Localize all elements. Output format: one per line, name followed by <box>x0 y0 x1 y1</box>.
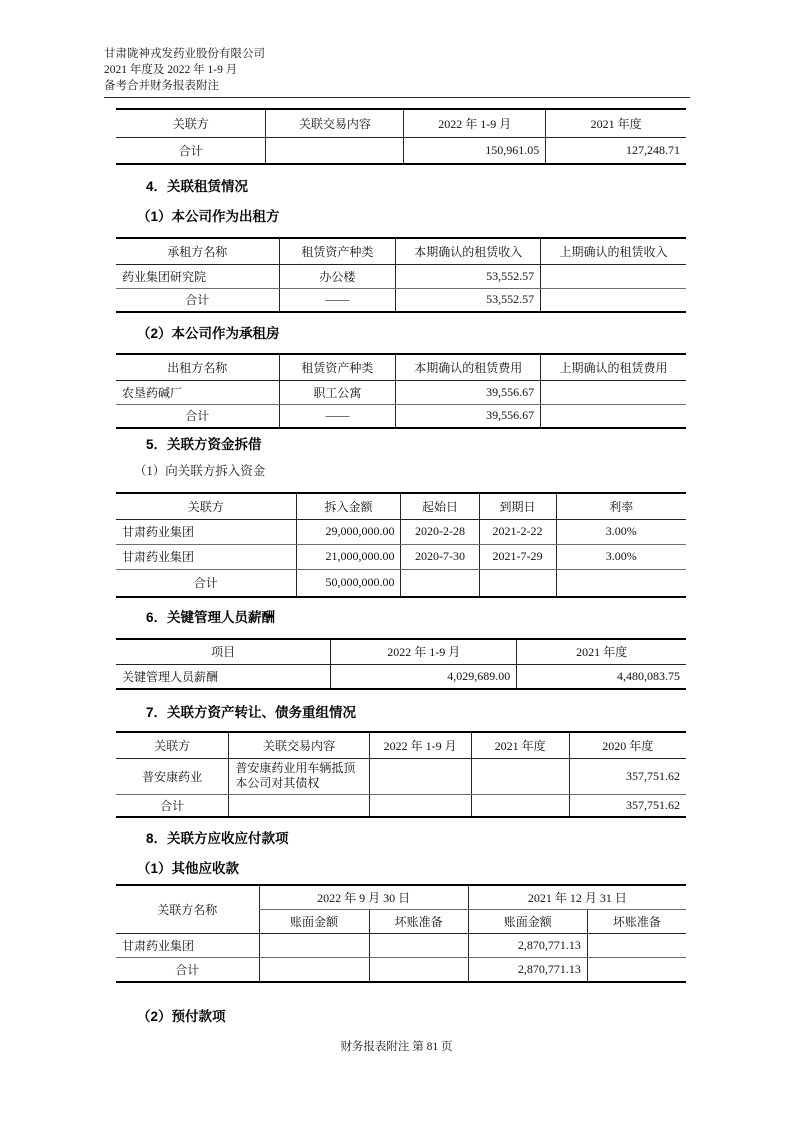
data-cell: —— <box>279 288 396 312</box>
data-cell: 357,751.62 <box>569 758 686 794</box>
data-cell: 甘肃药业集团 <box>116 933 259 957</box>
data-cell: 办公楼 <box>279 264 396 288</box>
data-cell: 职工公寓 <box>279 380 396 404</box>
related-party-transaction-total-table <box>116 108 686 165</box>
header-cell: 承租方名称 <box>116 238 279 264</box>
section-8-1-heading: （1）其他应收款 <box>137 861 240 876</box>
page-footer: 财务报表附注 第 81 页 <box>340 1041 453 1053</box>
data-cell: 357,751.62 <box>569 794 686 817</box>
header-cell: 上期确认的租赁收入 <box>541 238 686 264</box>
company-name: 甘肃陇神戎发药业股份有限公司 <box>104 48 265 60</box>
data-cell: 2021-2-22 <box>479 519 556 544</box>
section-5-heading: 5．关联方资金拆借 <box>146 437 262 452</box>
data-cell: 127,248.71 <box>546 137 686 164</box>
header-cell: 项目 <box>116 639 331 664</box>
header-cell: 2022 年 1-9 月 <box>369 732 471 758</box>
header-cell: 关联方 <box>116 109 266 137</box>
asset-transfer-table <box>116 731 686 818</box>
header-cell: 关联方名称 <box>116 885 259 933</box>
data-cell: 21,000,000.00 <box>296 544 401 569</box>
header-cell: 2021 年度 <box>517 639 686 664</box>
header-cell: 利率 <box>556 493 686 519</box>
data-cell: 合计 <box>116 957 259 982</box>
header-cell: 2020 年度 <box>569 732 686 758</box>
data-cell: 农垦药碱厂 <box>116 380 279 404</box>
header-cell: 2022 年 1-9 月 <box>331 639 517 664</box>
data-cell: 合计 <box>116 404 279 428</box>
data-cell <box>369 794 471 817</box>
data-cell <box>541 404 686 428</box>
header-cell: 关联交易内容 <box>266 109 404 137</box>
data-cell <box>541 264 686 288</box>
report-period: 2021 年度及 2022 年 1-9 月 <box>104 64 238 76</box>
data-cell: 甘肃药业集团 <box>116 544 296 569</box>
data-cell: 39,556.67 <box>396 380 541 404</box>
data-cell: 普安康药业用车辆抵顶本公司对其债权 <box>229 758 369 794</box>
section-4-heading: 4．关联租赁情况 <box>146 179 249 194</box>
header-cell: 关联交易内容 <box>229 732 369 758</box>
data-cell: —— <box>279 404 396 428</box>
data-cell <box>259 957 369 982</box>
data-cell: 关键管理人员薪酬 <box>116 664 331 689</box>
header-cell: 到期日 <box>479 493 556 519</box>
header-cell: 本期确认的租赁费用 <box>396 354 541 380</box>
report-title: 备考合并财务报表附注 <box>104 80 219 92</box>
data-cell: 合计 <box>116 569 296 597</box>
header-cell: 关联方 <box>116 493 296 519</box>
data-cell <box>471 794 569 817</box>
data-cell <box>369 933 468 957</box>
header-cell: 账面金额 <box>259 909 369 933</box>
header-cell: 账面金额 <box>468 909 587 933</box>
section-4-1-heading: （1）本公司作为出租方 <box>137 209 280 224</box>
data-cell: 2,870,771.13 <box>468 933 587 957</box>
data-cell: 2020-2-28 <box>401 519 479 544</box>
data-cell: 2021-7-29 <box>479 544 556 569</box>
section-7-heading: 7．关联方资产转让、债务重组情况 <box>146 705 357 720</box>
header-cell: 本期确认的租赁收入 <box>396 238 541 264</box>
data-cell <box>229 794 369 817</box>
data-cell <box>541 288 686 312</box>
data-cell: 3.00% <box>556 519 686 544</box>
data-cell <box>541 380 686 404</box>
data-cell: 50,000,000.00 <box>296 569 401 597</box>
header-cell: 2022 年 1-9 月 <box>404 109 546 137</box>
data-cell: 4,029,689.00 <box>331 664 517 689</box>
data-cell: 53,552.57 <box>396 288 541 312</box>
data-cell: 普安康药业 <box>116 758 229 794</box>
data-cell <box>479 569 556 597</box>
header-cell: 拆入金额 <box>296 493 401 519</box>
data-cell: 150,961.05 <box>404 137 546 164</box>
data-cell <box>587 957 686 982</box>
data-cell: 合计 <box>116 794 229 817</box>
header-cell: 关联方 <box>116 732 229 758</box>
data-cell: 3.00% <box>556 544 686 569</box>
data-cell: 合计 <box>116 288 279 312</box>
section-8-heading: 8．关联方应收应付款项 <box>146 831 289 846</box>
data-cell <box>266 137 404 164</box>
header-cell: 租赁资产种类 <box>279 354 396 380</box>
lease-in-table <box>116 353 686 429</box>
data-cell <box>471 758 569 794</box>
data-cell: 53,552.57 <box>396 264 541 288</box>
data-cell: 药业集团研究院 <box>116 264 279 288</box>
header-cell: 2021 年度 <box>546 109 686 137</box>
page-content <box>104 46 690 1025</box>
data-cell <box>587 933 686 957</box>
data-cell <box>556 569 686 597</box>
section-8-2-heading: （2）预付款项 <box>137 1009 226 1024</box>
header-cell: 出租方名称 <box>116 354 279 380</box>
data-cell: 2020-7-30 <box>401 544 479 569</box>
section-4-2-heading: （2）本公司作为承租房 <box>137 326 280 341</box>
header-cell: 坏账准备 <box>587 909 686 933</box>
header-cell: 上期确认的租赁费用 <box>541 354 686 380</box>
data-cell: 甘肃药业集团 <box>116 519 296 544</box>
data-cell <box>401 569 479 597</box>
header-cell: 坏账准备 <box>369 909 468 933</box>
other-receivables-table <box>116 884 686 983</box>
key-management-compensation-table <box>116 638 686 690</box>
section-5-1-heading: （1）向关联方拆入资金 <box>134 464 266 478</box>
data-cell: 29,000,000.00 <box>296 519 401 544</box>
doc-header <box>104 46 690 98</box>
data-cell <box>369 957 468 982</box>
lease-out-table <box>116 237 686 313</box>
header-cell: 起始日 <box>401 493 479 519</box>
fund-borrowing-table <box>116 492 686 598</box>
header-group-cell: 2022 年 9 月 30 日 <box>259 885 468 909</box>
data-cell <box>369 758 471 794</box>
data-cell <box>259 933 369 957</box>
data-cell: 2,870,771.13 <box>468 957 587 982</box>
data-cell: 4,480,083.75 <box>517 664 686 689</box>
section-6-heading: 6．关键管理人员薪酬 <box>146 610 276 625</box>
data-cell: 39,556.67 <box>396 404 541 428</box>
data-cell: 合计 <box>116 137 266 164</box>
header-cell: 2021 年度 <box>471 732 569 758</box>
header-cell: 租赁资产种类 <box>279 238 396 264</box>
header-group-cell: 2021 年 12 月 31 日 <box>468 885 686 909</box>
